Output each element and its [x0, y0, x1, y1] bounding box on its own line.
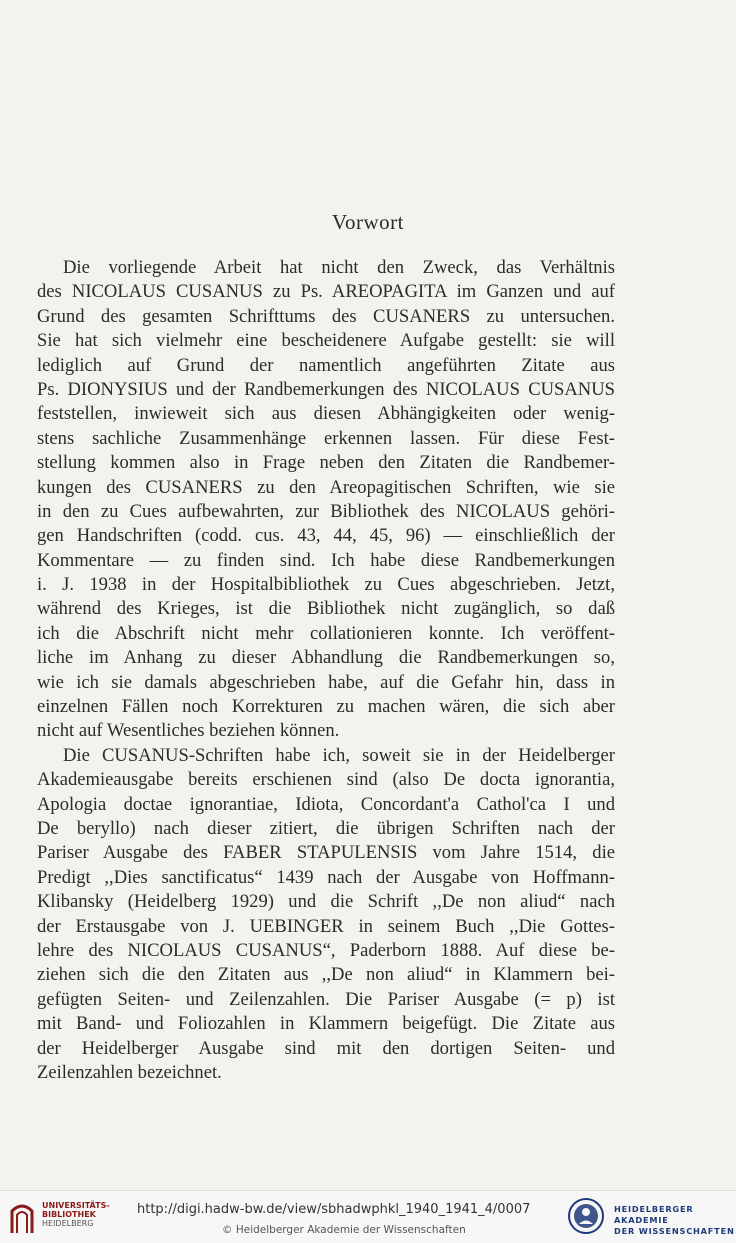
academy-seal-icon	[567, 1197, 605, 1235]
academy-name	[614, 1204, 736, 1237]
text-line: der Erstausgabe von J. UEBINGER in seinem Buch ,,Die Gottes-	[37, 915, 615, 937]
text-line: wie ich sie damals abgeschrieben habe, auf die Gefahr hin, dass in	[37, 671, 615, 693]
text-line: während des Krieges, ist die Bibliothek nicht zugänglich, so daß	[37, 598, 615, 620]
university-library-logo-icon	[8, 1199, 36, 1235]
hda-line-1: HEIDELBERGER AKADEMIE	[614, 1204, 694, 1225]
hda-line-2: DER WISSENSCHAFTEN	[614, 1226, 735, 1236]
body-text	[37, 256, 615, 1085]
text-line: lediglich auf Grund der namentlich angeführten Zitate aus	[37, 354, 615, 376]
text-line: Grund des gesamten Schrifttums des CUSANERS zu untersuchen.	[37, 305, 615, 327]
text-line: kungen des CUSANERS zu den Areopagitischen Schriften, wie sie	[37, 476, 615, 498]
text-line: Sie hat sich vielmehr eine bescheidenere Aufgabe gestellt: sie will	[37, 330, 615, 352]
text-line: Apologia doctae ignorantiae, Idiota, Concordant'a Cathol'ca I und	[37, 793, 615, 815]
permalink-url[interactable]: http://digi.hadw-bw.de/view/sbhadwphkl_1940_1941_4/0007	[137, 1202, 531, 1217]
text-line: lehre des NICOLAUS CUSANUS“, Paderborn 1888. Auf diese be-	[37, 939, 615, 961]
text-line: stens sachliche Zusammenhänge erkennen lassen. Für diese Fest-	[37, 427, 615, 449]
copyright-notice: © Heidelberger Akademie der Wissenschaften	[222, 1224, 466, 1236]
text-line: ich die Abschrift nicht mehr collationieren konnte. Ich veröffent-	[37, 622, 615, 644]
text-line: Zeilenzahlen bezeichnet.	[37, 1061, 222, 1083]
text-line: Klibansky (Heidelberg 1929) und die Schrift ,,De non aliud“ nach	[37, 891, 615, 913]
text-line: gefügten Seiten- und Zeilenzahlen. Die Pariser Ausgabe (= p) ist	[37, 988, 615, 1010]
footer-bar	[0, 1190, 736, 1243]
text-line: des NICOLAUS CUSANUS zu Ps. AREOPAGITA im Ganzen und auf	[37, 281, 615, 303]
text-line: liche im Anhang zu dieser Abhandlung die Randbemerkungen so,	[37, 647, 615, 669]
text-line: der Heidelberger Ausgabe sind mit den dortigen Seiten- und	[37, 1037, 615, 1059]
text-line: stellung kommen also in Frage neben den Zitaten die Randbemer-	[37, 452, 615, 474]
text-line: in den zu Cues aufbewahrten, zur Bibliothek des NICOLAUS gehöri-	[37, 500, 615, 522]
text-line: gen Handschriften (codd. cus. 43, 44, 45, 96) — einschließlich der	[37, 525, 615, 547]
text-line: Kommentare — zu finden sind. Ich habe diese Randbemerkungen	[37, 549, 615, 571]
text-line: nicht auf Wesentliches beziehen können.	[37, 720, 340, 742]
text-line: Predigt ,,Dies sanctificatus“ 1439 nach der Ausgabe von Hoffmann-	[37, 866, 615, 888]
ub-line-2: BIBLIOTHEK	[42, 1210, 96, 1219]
text-line: Die CUSANUS-Schriften habe ich, soweit sie in der Heidelberger	[63, 744, 615, 766]
text-line: Die vorliegende Arbeit hat nicht den Zweck, das Verhältnis	[63, 257, 615, 278]
text-line: Ps. DIONYSIUS und der Randbemerkungen des NICOLAUS CUSANUS	[37, 378, 615, 400]
text-line: Akademieausgabe bereits erschienen sind (also De docta ignorantia,	[37, 769, 615, 791]
text-line: feststellen, inwieweit sich aus diesen Abhängigkeiten oder wenig-	[37, 403, 615, 425]
page-title: Vorwort	[332, 210, 404, 234]
text-line: ziehen sich die den Zitaten aus ,,De non aliud“ in Klammern bei-	[37, 964, 615, 986]
text-line: einzelnen Fällen noch Korrekturen zu machen wären, die sich aber	[37, 696, 615, 718]
ub-line-1: UNIVERSITÄTS-	[42, 1201, 110, 1210]
text-line: mit Band- und Foliozahlen in Klammern beigefügt. Die Zitate aus	[37, 1013, 615, 1035]
text-line: Pariser Ausgabe des FABER STAPULENSIS vom Jahre 1514, die	[37, 842, 615, 864]
ub-line-3: HEIDELBERG	[42, 1219, 94, 1228]
university-library-name	[42, 1201, 110, 1228]
text-line: De beryllo) nach dieser zitiert, die übrigen Schriften nach der	[37, 817, 615, 839]
text-line: i. J. 1938 in der Hospitalbibliothek zu Cues abgeschrieben. Jetzt,	[37, 574, 615, 596]
